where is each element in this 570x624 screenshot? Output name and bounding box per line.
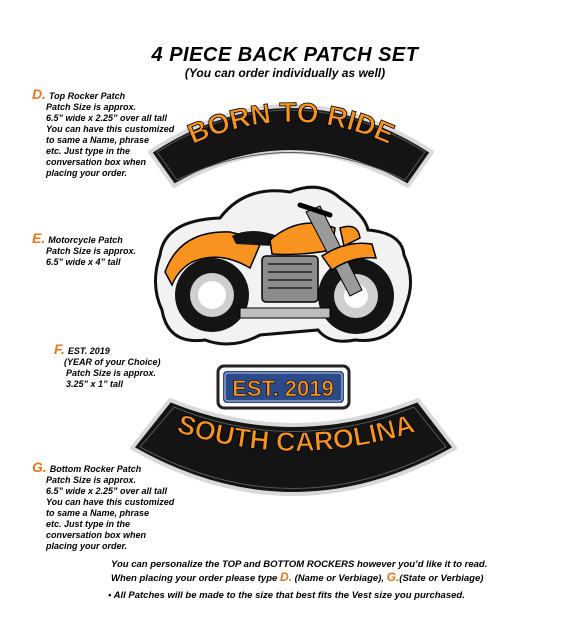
footer-letter-d: D.: [279, 570, 292, 584]
note-d-letter: D.: [32, 86, 46, 102]
note-g-letter: G.: [32, 459, 47, 475]
footer-size-note: • All Patches will be made to the size that best fits the Vest size you purchased.: [108, 590, 465, 601]
footer-instructions-part: When placing your order please type: [111, 573, 280, 584]
footer-personalize: You can personalize the TOP and BOTTOM ROCKERS however you’d like it to read.: [111, 559, 488, 570]
note-e-line: Motorcycle Patch: [48, 235, 123, 245]
page-subtitle: (You can order individually as well): [184, 66, 386, 80]
footer-instructions: [111, 571, 483, 585]
page-title: 4 PIECE BACK PATCH SET: [151, 44, 419, 66]
note-d-line: conversation box when: [46, 157, 147, 167]
note-bottom-rocker: [32, 459, 175, 552]
note-g-line: You can have this customized: [46, 497, 175, 507]
note-d-line: 6.5” wide x 2.25” over all tall: [46, 113, 168, 123]
note-d-line: to same a Name, phrase: [46, 135, 150, 145]
bottom-rocker-patch: [132, 400, 455, 494]
note-d-line: etc. Just type in the: [46, 146, 131, 156]
note-g-line: Bottom Rocker Patch: [49, 464, 142, 474]
note-e-line: Patch Size is approx.: [46, 246, 137, 256]
note-g-line: to same a Name, phrase: [46, 508, 150, 518]
note-g-line: placing your order.: [46, 541, 128, 551]
footer-instructions-part: (Name or Verbiage),: [291, 573, 387, 584]
note-f-line: 3.25” x 1” tall: [66, 379, 124, 389]
note-f-line: Patch Size is approx.: [66, 368, 157, 378]
note-g-line: Patch Size is approx.: [46, 475, 137, 485]
note-d-line: Patch Size is approx.: [46, 102, 137, 112]
note-e-letter: E.: [32, 230, 46, 246]
note-g-line: etc. Just type in the: [46, 519, 131, 529]
note-f-line: EST. 2019: [67, 346, 110, 356]
note-d-line: placing your order.: [46, 168, 128, 178]
note-f-letter: F.: [54, 341, 65, 357]
note-d-line: Top Rocker Patch: [49, 91, 126, 101]
est-patch-text: EST. 2019: [232, 376, 334, 401]
bottom-rocker-text: SOUTH CAROLINA: [174, 408, 418, 458]
note-est: [54, 341, 161, 390]
top-rocker-patch: [150, 97, 432, 186]
note-top-rocker: [32, 86, 175, 179]
est-patch: [218, 366, 349, 408]
top-rocker-text: BORN TO RIDE: [183, 96, 399, 150]
note-g-line: conversation box when: [46, 530, 147, 540]
note-f-line: (YEAR of your Choice): [64, 357, 161, 367]
motorcycle-patch: [155, 187, 410, 344]
note-motorcycle: [32, 230, 137, 268]
footer-letter-g: G.: [386, 570, 400, 584]
footer-instructions-part: (State or Verbiage): [399, 573, 484, 584]
note-g-line: 6.5” wide x 2.25” over all tall: [46, 486, 168, 496]
note-e-line: 6.5” wide x 4” tall: [46, 257, 121, 267]
note-d-line: You can have this customized: [46, 124, 175, 134]
